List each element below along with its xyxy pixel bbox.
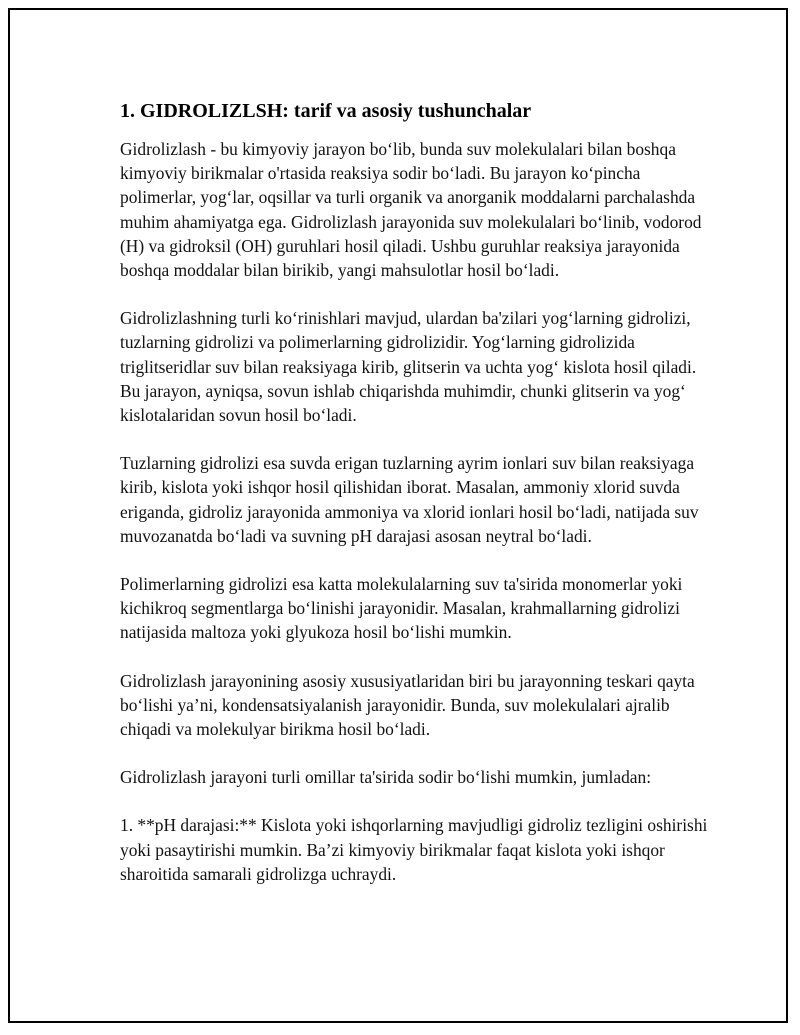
document-body: [120, 98, 710, 910]
paragraph-types: Gidrolizlashning turli ko‘rinishlari mavjud, ulardan ba'zilari yog‘larning gidrolizi, tuzlarning gidrolizi va polimerlarning gidrolizidir. Yog‘larning gidrolizida triglitseridlar suv bilan reaksiyaga kirib, glitserin va uchta yog‘ kislota hosil qiladi. Bu jarayon, ayniqsa, sovun ishlab chiqarishda muhimdir, chunki glitserin va yog‘ kislotalaridan sovun hosil bo‘ladi.: [120, 308, 697, 426]
paragraph-factors-intro: Gidrolizlash jarayoni turli omillar ta'sirida sodir bo‘lishi mumkin, jumladan:: [120, 767, 652, 788]
paragraph-definition: Gidrolizlash - bu kimyoviy jarayon bo‘lib, bunda suv molekulalari bilan boshqa kimyoviy birikmalar o'rtasida reaksiya sodir bo‘ladi. Bu jarayon ko‘pincha polimerlar, yog‘lar, oqsillar va turli organik va anorganik moddalarni parchalashda muhim ahamiyatga ega. Gidrolizlash jarayonida suv molekulalari bo‘linib, vodorod (H) va gidroksil (OH) guruhlari hosil qiladi. Ushbu guruhlar reaksiya jarayonida boshqa moddalar bilan birikib, yangi mahsulotlar hosil bo‘ladi.: [120, 139, 702, 281]
paragraph-polymer-hydrolysis: Polimerlarning gidrolizi esa katta molekulalarning suv ta'sirida monomerlar yoki kichikroq segmentlarga bo‘linishi jarayonidir. Masalan, krahmallarning gidrolizi natijasida maltoza yoki glyukoza hosil bo‘lishi mumkin.: [120, 574, 683, 643]
paragraph-salt-hydrolysis: Tuzlarning gidrolizi esa suvda erigan tuzlarning ayrim ionlari suv bilan reaksiyaga kirib, kislota yoki ishqor hosil qilishidan iborat. Masalan, ammoniy xlorid suvda eriganda, gidroliz jarayonida ammoniya va xlorid ionlari hosil bo‘ladi, natijada suv muvozanatda bo‘ladi va suvning pH darajasi asosan neytral bo‘ladi.: [120, 453, 699, 546]
section-heading: 1. GIDROLIZLSH: tarif va asosiy tushunchalar: [120, 100, 532, 122]
list-item-ph: 1. **pH darajasi:** Kislota yoki ishqorlarning mavjudligi gidroliz tezligini oshirishi yoki pasaytirishi mumkin. Ba’zi kimyoviy birikmalar faqat kislota yoki ishqor sharoitida samarali gidrolizga uchraydi.: [120, 815, 708, 884]
paragraph-condensation: Gidrolizlash jarayonining asosiy xususiyatlaridan biri bu jarayonning teskari qayta bo‘lishi ya’ni, kondensatsiyalanish jarayonidir. Bunda, suv molekulalari ajralib chiqadi va molekulyar birikma hosil bo‘ladi.: [120, 670, 695, 740]
document-page: [8, 8, 788, 1023]
